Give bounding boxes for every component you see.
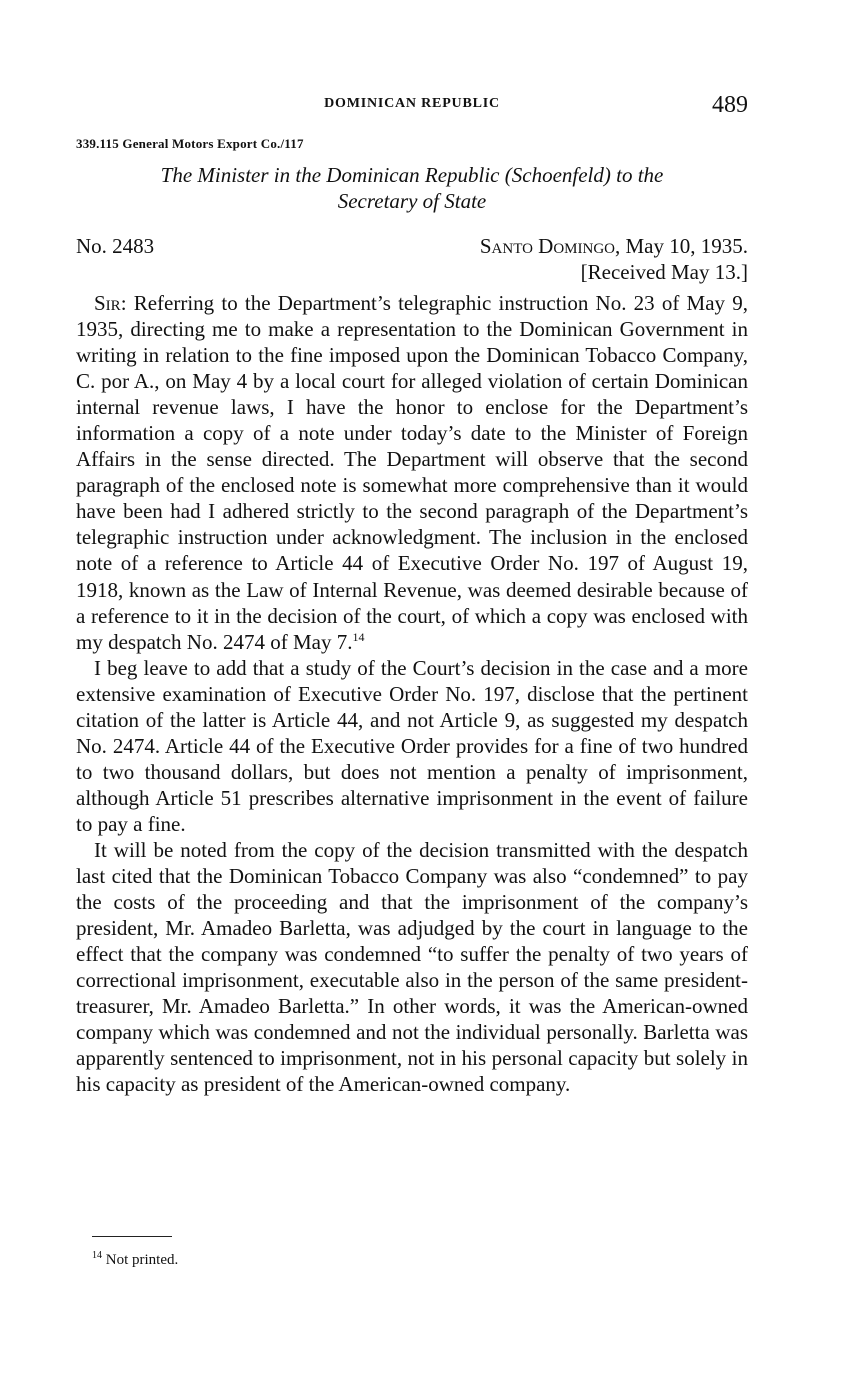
page-number: 489 bbox=[712, 92, 748, 118]
salutation: Sir bbox=[94, 291, 121, 315]
file-number: 339.115 General Motors Export Co./117 bbox=[76, 136, 304, 151]
footnote-text: Not printed. bbox=[102, 1252, 179, 1268]
footnote bbox=[92, 1252, 178, 1269]
place: Santo Domingo bbox=[479, 234, 615, 258]
paragraph-2: I beg leave to add that a study of the Court’s decision in the case and a more extensive examination of Executive Order No. 197, disclose that the pertinent citation of the latter is Article 44, and not Article 9, as suggested my despatch No. 2474. Article 44 of the Executive Order provides for a fine of two hundred to two thousand dollars, but does not mention a penalty of imprisonment, although Article 51 prescribes alternative imprisonment in the event of failure to pay a fine. bbox=[76, 655, 748, 836]
footnote-reference: 14 bbox=[352, 629, 365, 644]
paragraph-1 bbox=[76, 290, 748, 655]
heading-line-1: The Minister in the Dominican Republic (Schoenfeld) to the bbox=[160, 163, 664, 187]
despatch-metadata bbox=[76, 234, 748, 286]
date: , May 10, 1935. bbox=[615, 234, 748, 258]
footnote-divider bbox=[92, 1236, 172, 1237]
place-and-date bbox=[480, 234, 748, 259]
paragraph-1-text: : Referring to the Department’s telegraphic instruction No. 23 of May 9, 1935, directing me to make a representation to the Dominican Government in writing in relation to the fine imposed upon the Dominican Tobacco Company, C. por A., on May 4 by a local court for alleged violation of certain Dominican internal revenue laws, I have the honor to enclose for the Department’s information a copy of a note under today’s date to the Minister of Foreign Affairs in the sense directed. The Department will observe that the second paragraph of the enclosed note is somewhat more comprehensive than it would have been had I adhered strictly to the second paragraph of the Department’s telegraphic instruction under acknowledgment. The inclusion in the enclosed note of a reference to Article 44 of Executive Order No. 197 of August 19, 1918, known as the Law of Internal Revenue, was deemed desirable because of a reference to it in the decision of the court, of which a copy was enclosed with my despatch No. 2474 of May 7. bbox=[76, 291, 748, 654]
running-head bbox=[76, 92, 748, 122]
paragraph-3: It will be noted from the copy of the decision transmitted with the despatch last cited that the Dominican Tobacco Company was also “condemned” to pay the costs of the proceeding and that the imprisonment of the company’s president, Mr. Amadeo Barletta, was adjudged by the court in language to the effect that the company was condemned “to suffer the penalty of two years of correctional imprisonment, executable also in the person of the same president-treasurer, Mr. Amadeo Barletta.” In other words, it was the American-owned company which was condemned and not the individual personally. Barletta was apparently sentenced to imprisonment, not in his personal capacity but solely in his capacity as president of the American-owned company. bbox=[76, 837, 748, 1097]
heading-line-2: Secretary of State bbox=[337, 189, 487, 213]
running-title: DOMINICAN REPUBLIC bbox=[324, 96, 500, 111]
despatch-number: No. 2483 bbox=[76, 234, 155, 258]
letter-body bbox=[76, 290, 748, 1097]
footnote-mark: 14 bbox=[92, 1250, 102, 1261]
document-heading bbox=[76, 162, 748, 214]
received-date: [Received May 13.] bbox=[580, 260, 748, 284]
